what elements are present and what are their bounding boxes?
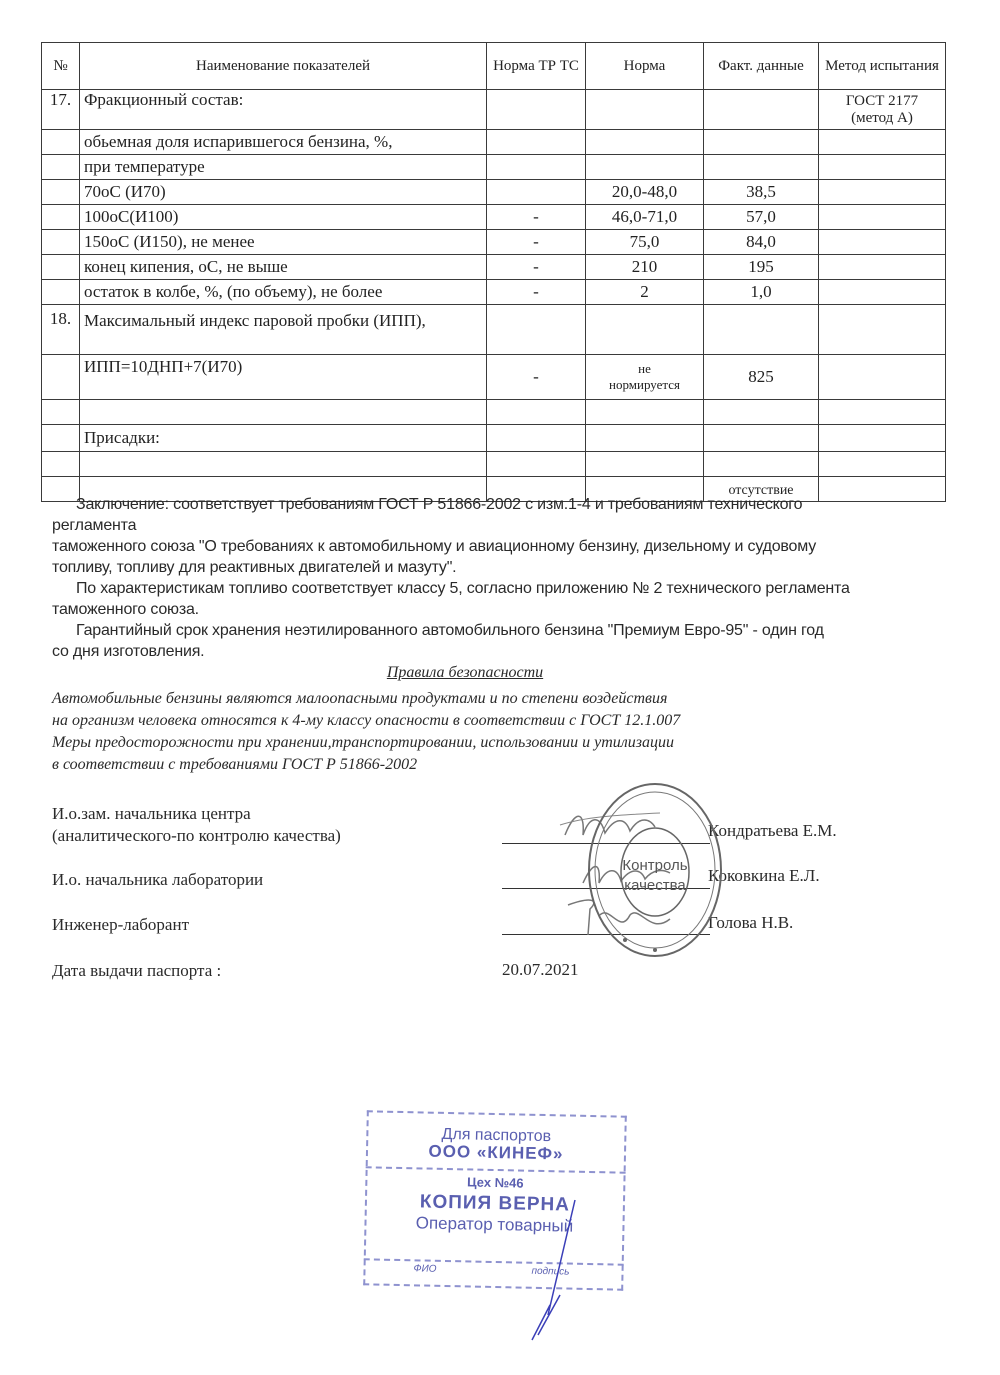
cell-norm-trts: -	[487, 205, 586, 230]
signature-line	[502, 843, 710, 844]
cell-method: ГОСТ 2177 (метод А)	[819, 90, 946, 130]
cell-fact	[704, 452, 819, 477]
stamp-footer-signature: подпись	[531, 1265, 570, 1278]
cell-fact	[704, 130, 819, 155]
cell-name: остаток в колбе, %, (по объему), не более	[80, 280, 487, 305]
cell-norm: 75,0	[586, 230, 704, 255]
conclusion-line: Заключение: соответствует требованиям ГОСТ Р 51866-2002 с изм.1-4 и требованиям технического	[76, 496, 803, 513]
stamp-line: Для паспортов	[441, 1125, 552, 1146]
safety-line: на организм человека относятся к 4-му классу опасности в соответствии с ГОСТ 12.1.007	[52, 712, 681, 729]
conclusion-line: регламента	[52, 517, 137, 534]
stamp-line: ООО «КИНЕФ»	[428, 1141, 564, 1164]
table-row	[42, 305, 946, 355]
cell-method	[819, 280, 946, 305]
header-norm-trts: Норма ТР ТС	[487, 43, 586, 90]
seal-center-line1: Контроль	[622, 857, 688, 874]
conclusion-text	[52, 494, 942, 662]
cell-norm: 46,0-71,0	[586, 205, 704, 230]
cell-norm	[586, 452, 704, 477]
header-num: №	[42, 43, 80, 90]
cell-method	[819, 355, 946, 400]
safety-line: Автомобильные бензины являются малоопасными продуктами и по степени воздействия	[52, 690, 668, 707]
cell-num	[42, 452, 80, 477]
cell-norm	[586, 155, 704, 180]
stamp-line: КОПИЯ ВЕРНА	[419, 1191, 571, 1216]
test-results-table	[41, 42, 946, 502]
cell-name: Максимальный индекс паровой пробки (ИПП),	[80, 305, 487, 355]
issue-date: 20.07.2021	[502, 960, 579, 979]
stamp-line: Оператор товарный	[415, 1213, 574, 1236]
cell-method	[819, 205, 946, 230]
cell-name: 70oC (И70)	[80, 180, 487, 205]
cell-fact: 57,0	[704, 205, 819, 230]
safety-line: в соответствии с требованиями ГОСТ Р 51866-2002	[52, 756, 418, 773]
cell-norm	[586, 130, 704, 155]
cell-name: Фракционный состав:	[80, 90, 487, 130]
cell-num	[42, 130, 80, 155]
cell-method	[819, 305, 946, 355]
position-line: И.о. начальника лаборатории	[52, 870, 264, 889]
cell-fact	[704, 155, 819, 180]
table-row	[42, 280, 946, 305]
cell-norm-trts: -	[487, 230, 586, 255]
table-row	[42, 230, 946, 255]
cell-name: 150oC (И150), не менее	[80, 230, 487, 255]
issue-date-label: Дата выдачи паспорта :	[52, 961, 222, 980]
cell-norm-trts	[487, 90, 586, 130]
cell-fact: 38,5	[704, 180, 819, 205]
stamp-line: Цех №46	[466, 1174, 524, 1191]
signatory-position	[52, 869, 263, 891]
cell-norm-trts	[487, 180, 586, 205]
warranty-line: со дня изготовления.	[52, 643, 205, 660]
cell-norm-trts	[487, 130, 586, 155]
position-line: Инженер-лаборант	[52, 915, 189, 934]
cell-norm-trts	[487, 452, 586, 477]
table-row	[42, 400, 946, 425]
cell-name: 100oC(И100)	[80, 205, 487, 230]
cell-num	[42, 205, 80, 230]
cell-num: 18.	[42, 305, 80, 355]
cell-name: конец кипения, oC, не выше	[80, 255, 487, 280]
signatory-name: Коковкина Е.Л.	[708, 866, 820, 885]
table-row	[42, 180, 946, 205]
cell-norm	[586, 90, 704, 130]
cell-method	[819, 155, 946, 180]
quality-control-seal	[585, 780, 725, 960]
cell-norm-trts: -	[487, 255, 586, 280]
table-row	[42, 130, 946, 155]
cell-num	[42, 180, 80, 205]
cell-num	[42, 155, 80, 180]
signatory-name: Голова Н.В.	[708, 913, 794, 932]
cell-method	[819, 452, 946, 477]
cell-num: 17.	[42, 90, 80, 130]
cell-num	[42, 355, 80, 400]
position-line: И.о.зам. начальника центра	[52, 804, 251, 823]
cell-name	[80, 400, 487, 425]
signature-line	[502, 934, 710, 935]
cell-norm	[586, 425, 704, 452]
cell-method	[819, 400, 946, 425]
stamp-footer-name: ФИО	[413, 1263, 437, 1275]
safety-line: Меры предосторожности при хранении,транспортировании, использовании и утилизации	[52, 734, 674, 751]
cell-norm: 20,0-48,0	[586, 180, 704, 205]
cell-fact	[704, 305, 819, 355]
cell-num	[42, 425, 80, 452]
cell-name	[80, 452, 487, 477]
cell-fact: отсутствие	[704, 477, 819, 502]
class-line: таможенного союза.	[52, 601, 199, 618]
header-name: Наименование показателей	[80, 43, 487, 90]
cell-fact	[704, 90, 819, 130]
signatory-position	[52, 803, 341, 847]
cell-norm-trts: -	[487, 355, 586, 400]
signature-scribble-icon	[575, 855, 675, 890]
warranty-line: Гарантийный срок хранения неэтилированного автомобильного бензина "Премиум Евро-95" - один год	[76, 622, 824, 639]
signatory-name: Кондратьева Е.М.	[708, 821, 837, 840]
cell-norm-trts	[487, 155, 586, 180]
cell-num	[42, 400, 80, 425]
table-row	[42, 90, 946, 130]
cell-norm: не нормируется	[586, 355, 704, 400]
seal-center-line2: качества	[624, 877, 686, 894]
table-row	[42, 425, 946, 452]
table-row	[42, 452, 946, 477]
safety-title: Правила безопасности	[386, 664, 544, 681]
cell-fact	[704, 400, 819, 425]
cell-norm-trts	[487, 425, 586, 452]
cell-num	[42, 280, 80, 305]
conclusion-line: топливу, топливу для реактивных двигателей и мазуту".	[52, 559, 457, 576]
cell-fact: 195	[704, 255, 819, 280]
cell-name: Присадки:	[80, 425, 487, 452]
cell-fact	[704, 425, 819, 452]
copy-certified-stamp	[363, 1110, 627, 1290]
cell-method	[819, 230, 946, 255]
header-norm: Норма	[586, 43, 704, 90]
cell-name: обьемная доля испарившегося бензина, %,	[80, 130, 487, 155]
cell-fact: 825	[704, 355, 819, 400]
cell-norm: 210	[586, 255, 704, 280]
cell-num	[42, 255, 80, 280]
cell-norm: 2	[586, 280, 704, 305]
cell-norm-trts	[487, 305, 586, 355]
class-line: По характеристикам топливо соответствует классу 5, согласно приложению № 2 технического регламента	[76, 580, 850, 597]
signature-line	[502, 888, 710, 889]
cell-name: ИПП=10ДНП+7(И70)	[80, 355, 487, 400]
table-row	[42, 205, 946, 230]
table-row	[42, 355, 946, 400]
conclusion-line: таможенного союза "О требованиях к автомобильному и авиационному бензину, дизельному и судовому	[52, 538, 817, 555]
cell-method	[819, 255, 946, 280]
cell-norm	[586, 305, 704, 355]
cell-norm-trts	[487, 400, 586, 425]
cell-norm-trts: -	[487, 280, 586, 305]
cell-fact: 1,0	[704, 280, 819, 305]
cell-method	[819, 425, 946, 452]
header-fact: Факт. данные	[704, 43, 819, 90]
cell-name: при температуре	[80, 155, 487, 180]
table-header-row	[42, 43, 946, 90]
cell-method	[819, 130, 946, 155]
position-line: (аналитического-по контролю качества)	[52, 826, 341, 845]
seal-icon	[585, 780, 725, 960]
cell-method	[819, 180, 946, 205]
cell-num	[42, 230, 80, 255]
header-method: Метод испытания	[819, 43, 946, 90]
table-row	[42, 155, 946, 180]
cell-fact: 84,0	[704, 230, 819, 255]
table-row	[42, 255, 946, 280]
safety-text	[52, 688, 852, 776]
signatory-position	[52, 914, 189, 936]
cell-norm	[586, 400, 704, 425]
signature-scribble-icon	[555, 805, 665, 845]
